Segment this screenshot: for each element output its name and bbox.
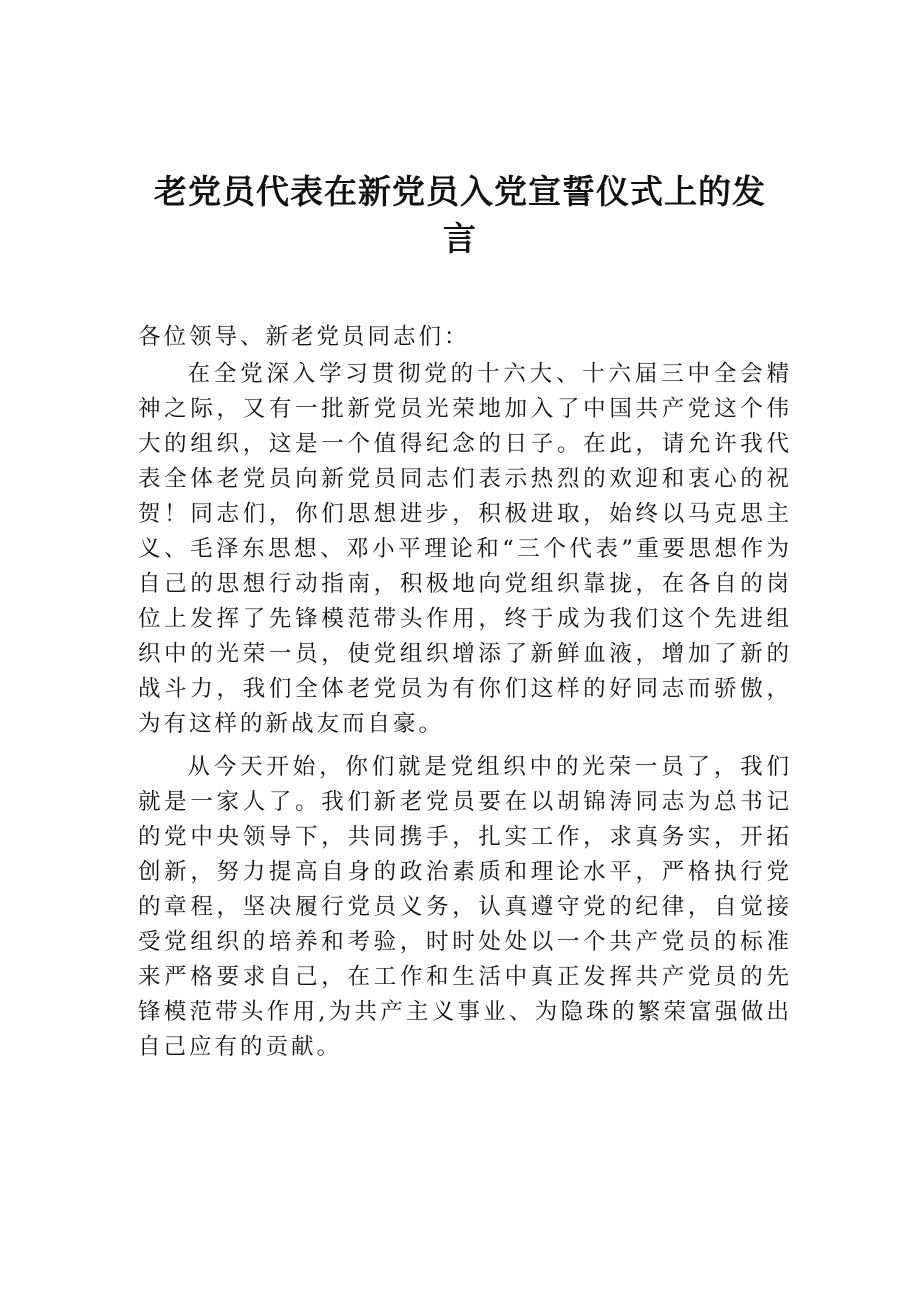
document-title: 老党员代表在新党员入党宣誓仪式上的发言 xyxy=(154,172,766,258)
document-body xyxy=(138,320,792,1073)
salutation: 各位领导、新老党员同志们： xyxy=(138,324,470,350)
paragraph-1: 在全党深入学习贯彻党的十六大、十六届三中全会精神之际，又有一批新党员光荣地加入了中国共产党这个伟大的组织，这是一个值得纪念的日子。在此，请允许我代表全体老党员向新党员同志们表示热烈的欢迎和衷心的祝贺！同志们，你们思想进步，积极进取，始终以马克思主义、毛泽东思想、邓小平理论和“三个代表”重要思想作为自己的思想行动指南，积极地向党组织靠拢，在各自的岗位上发挥了先锋模范带头作用，终于成为我们这个先进组织中的光荣一员，使党组织增添了新鲜血液，增加了新的战斗力，我们全体老党员为有你们这样的好同志而骄傲，为有这样的新战友而自豪。 xyxy=(138,361,792,737)
paragraph-2: 从今天开始，你们就是党组织中的光荣一员了，我们就是一家人了。我们新老党员要在以胡锦涛同志为总书记的党中央领导下，共同携手，扎实工作，求真务实，开拓创新，努力提高自身的政治素质和理论水平，严格执行党的章程，坚决履行党员义务，认真遵守党的纪律，自觉接受党组织的培养和考验，时时处处以一个共产党员的标准来严格要求自己，在工作和生活中真正发挥共产党员的先锋模范带头作用,为共产主义事业、为隐珠的繁荣富强做出自己应有的贡献。 xyxy=(138,754,792,1060)
